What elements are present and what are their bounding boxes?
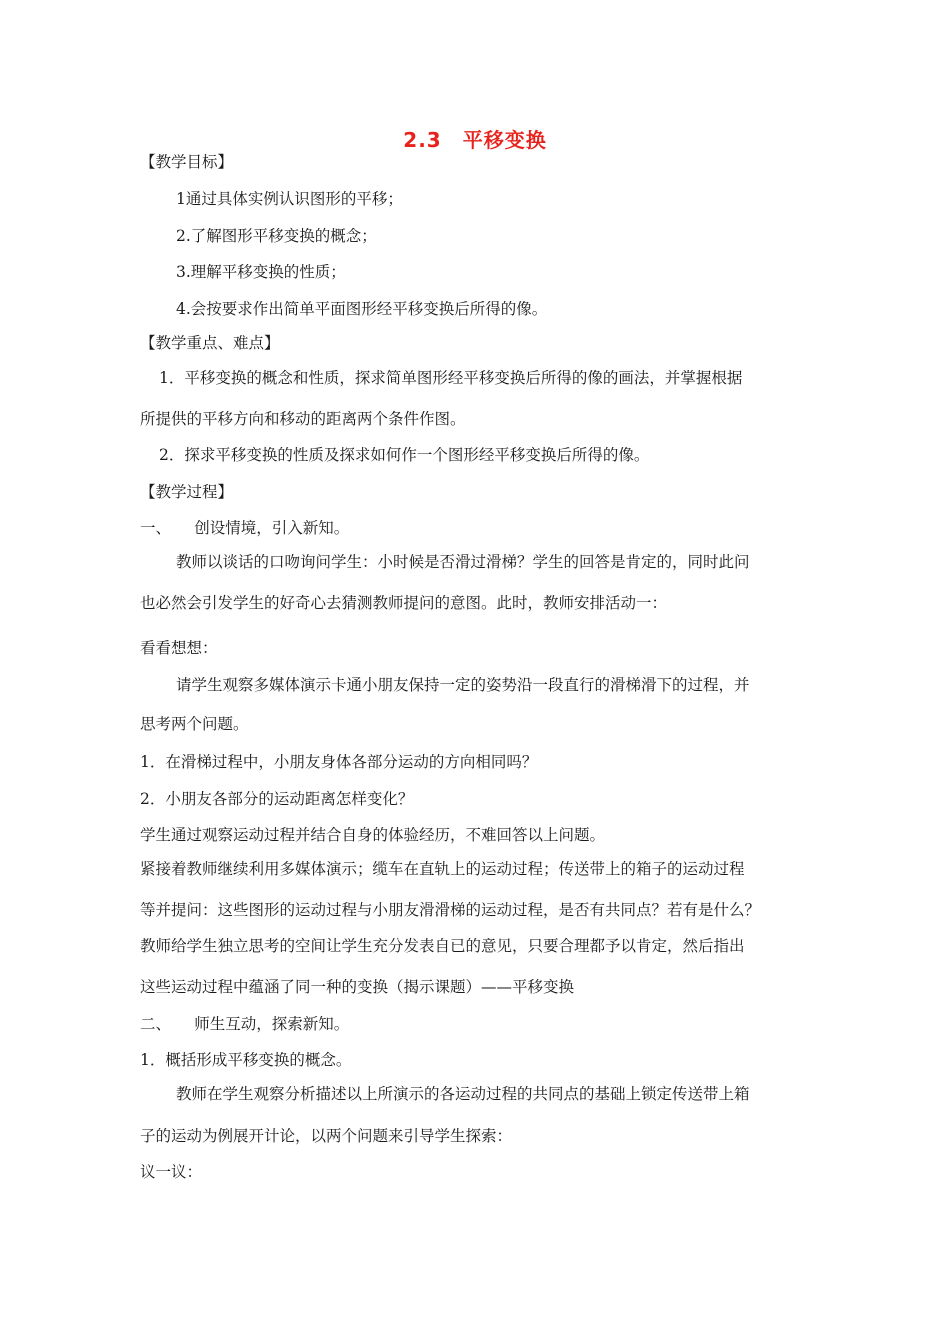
objective-item: 1通过具体实例认识图形的平移； — [176, 190, 403, 208]
paragraph-line: 子的运动为例展开计论，以两个问题来引导学生探索： — [140, 1127, 513, 1145]
process-heading: 【教学过程】 — [140, 483, 234, 501]
paragraph-line: 请学生观察多媒体演示卡通小朋友保持一定的姿势沿一段直行的滑梯滑下的过程，并 — [176, 676, 750, 694]
paragraph-line: 思考两个问题。 — [140, 715, 249, 733]
paragraph-line: 教师以谈话的口吻询问学生：小时候是否滑过滑梯？学生的回答是肯定的，同时此问 — [176, 553, 750, 571]
paragraph-line: 教师给学生独立思考的空间让学生充分发表自已的意见，只要合理都予以肯定，然后指出 — [140, 937, 745, 955]
paragraph-line: 教师在学生观察分析描述以上所演示的各运动过程的共同点的基础上锁定传送带上箱 — [176, 1085, 750, 1103]
key-point-line: 所提供的平移方向和移动的距离两个条件作图。 — [140, 410, 466, 428]
page-title: 2.3 平移变换 — [403, 128, 547, 152]
paragraph-line: 也必然会引发学生的好奇心去猜测教师提问的意图。此时，教师安排活动一： — [140, 594, 668, 612]
paragraph-line: 看看想想： — [140, 639, 218, 657]
key-point-line: 2．探求平移变换的性质及探求如何作一个图形经平移变换后所得的像。 — [159, 446, 650, 464]
question-item: 2．小朋友各部分的运动距离怎样变化？ — [140, 790, 414, 808]
objectives-heading: 【教学目标】 — [140, 153, 234, 171]
paragraph-line: 1．概括形成平移变换的概念。 — [140, 1051, 352, 1069]
part1-heading: 一、 创设情境，引入新知。 — [140, 519, 350, 537]
objective-item: 4.会按要求作出简单平面图形经平移变换后所得的像。 — [176, 300, 548, 318]
part2-heading: 二、 师生互动，探索新知。 — [140, 1015, 350, 1033]
objective-item: 3.理解平移变换的性质； — [176, 263, 346, 281]
objective-item: 2.了解图形平移变换的概念； — [176, 227, 377, 245]
paragraph-line: 学生通过观察运动过程并结合自身的体验经历，不难回答以上问题。 — [140, 826, 606, 844]
paragraph-line: 议一议： — [140, 1163, 203, 1181]
key-point-line: 1．平移变换的概念和性质，探求简单图形经平移变换后所得的像的画法，并掌握根据 — [159, 369, 743, 387]
question-item: 1．在滑梯过程中，小朋友身体各部分运动的方向相同吗？ — [140, 753, 538, 771]
paragraph-line: 这些运动过程中蕴涵了同一种的变换（揭示课题）——平移变换 — [140, 978, 575, 996]
paragraph-line: 紧接着教师继续利用多媒体演示；缆车在直轨上的运动过程；传送带上的箱子的运动过程 — [140, 860, 745, 878]
key-points-heading: 【教学重点、难点】 — [140, 334, 280, 352]
paragraph-line: 等并提问：这些图形的运动过程与小朋友滑滑梯的运动过程，是否有共同点？若有是什么？ — [140, 901, 761, 919]
